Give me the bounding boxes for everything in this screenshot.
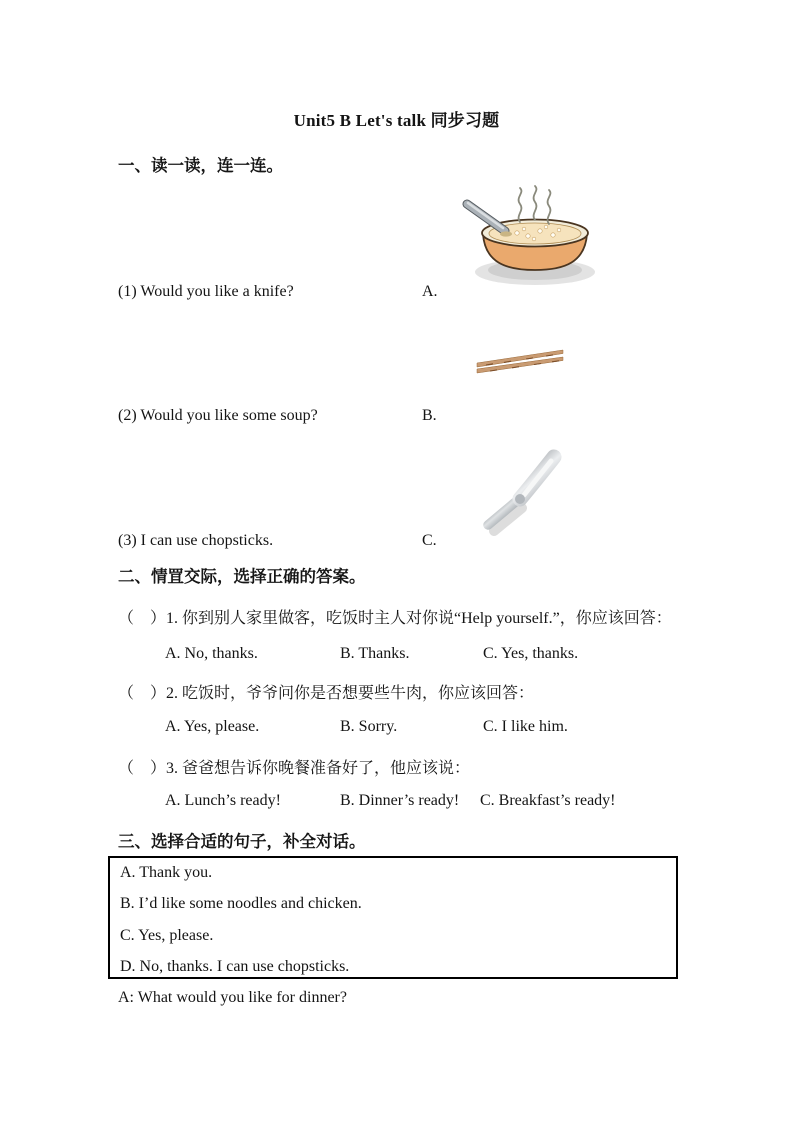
box-option-c: C. Yes, please. xyxy=(120,927,214,944)
knife-bolster xyxy=(515,494,525,504)
match-item-2-letter: B. xyxy=(422,407,437,424)
section-two-heading: 二、情罝交际，选择正确的答案。 xyxy=(118,568,366,586)
spoon-dip-shadow xyxy=(500,231,512,236)
box-option-a: A. Thank you. xyxy=(120,864,213,881)
question-2-stem: （ ）2. 吃饭时，爷爷问你是否想要些牛肉，你应该回答： xyxy=(118,685,535,702)
question-1-stem: （ ）1. 你到别人家里做客，吃饭时主人对你说“Help yourself.”，你应该回答： xyxy=(118,610,672,627)
match-item-1-letter: A. xyxy=(422,283,438,300)
match-item-2-text: (2) Would you like some soup? xyxy=(118,407,318,424)
box-option-d: D. No, thanks. I can use chopsticks. xyxy=(120,958,350,975)
question-3-option-b: B. Dinner’s ready! xyxy=(340,792,460,809)
question-3-option-c: C. Breakfast’s ready! xyxy=(480,792,616,809)
match-item-1-text: (1) Would you like a knife? xyxy=(118,283,294,300)
section-three-heading: 三、选择合适的句子，补全对话。 xyxy=(118,833,366,851)
answer-options-box xyxy=(108,856,678,979)
match-item-3-text: (3) I can use chopsticks. xyxy=(118,532,274,549)
question-1-option-b: B. Thanks. xyxy=(340,645,410,662)
knife-illustration xyxy=(472,438,577,538)
page-title: Unit5 B Let's talk 同步习题 xyxy=(293,111,500,130)
question-3-stem: （ ）3. 爸爸想告诉你晚餐准备好了，他应该说： xyxy=(118,760,471,777)
question-3-option-a: A. Lunch’s ready! xyxy=(165,792,281,809)
box-option-b: B. I’d like some noodles and chicken. xyxy=(120,895,362,912)
question-2-option-a: A. Yes, please. xyxy=(165,718,260,735)
steam-lines xyxy=(519,186,551,224)
question-1-option-a: A. No, thanks. xyxy=(165,645,258,662)
match-item-3-letter: C. xyxy=(422,532,437,549)
chopsticks-illustration xyxy=(476,346,566,376)
question-1-option-c: C. Yes, thanks. xyxy=(483,645,579,662)
dialogue-line-a: A: What would you like for dinner? xyxy=(118,989,347,1006)
question-2-option-b: B. Sorry. xyxy=(340,718,398,735)
section-one-heading: 一、读一读，连一连。 xyxy=(118,157,283,175)
question-2-option-c: C. I like him. xyxy=(483,718,568,735)
soup-bowl-illustration xyxy=(458,184,606,290)
